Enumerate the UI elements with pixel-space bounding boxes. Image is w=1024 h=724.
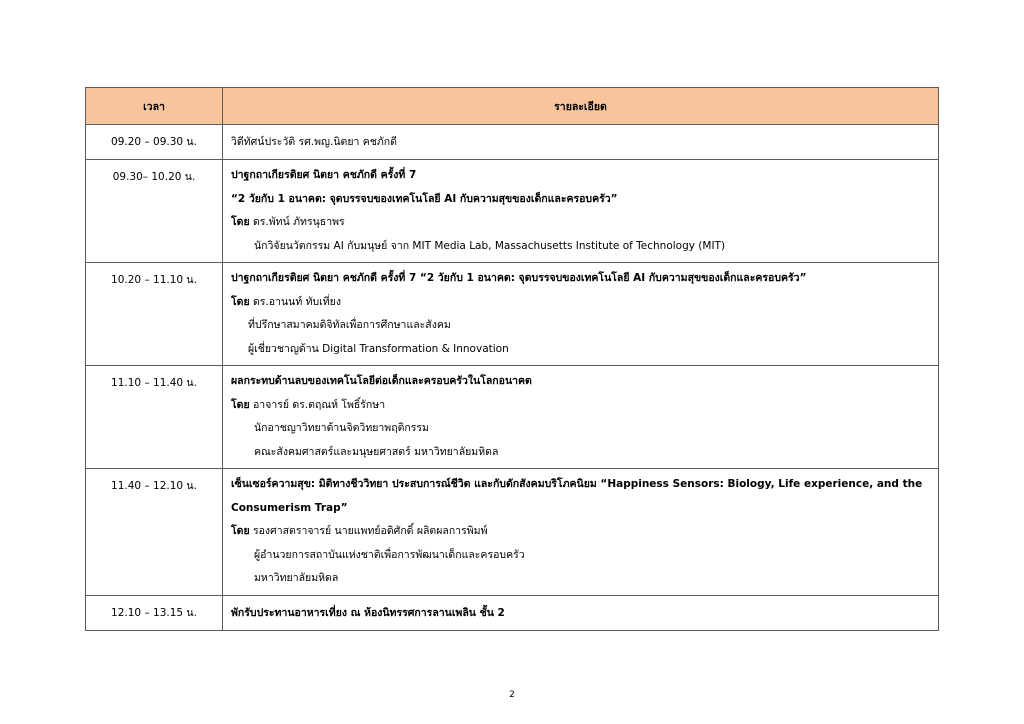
session-title: ปาฐกถาเกียรติยศ นิตยา คชภักดี ครั้งที่ 7 — [231, 169, 417, 181]
time-cell: 09.30– 10.20 น. — [86, 160, 223, 263]
time-cell: 10.20 – 11.10 น. — [86, 263, 223, 366]
by-label: โดย — [231, 216, 250, 228]
speaker-name: ดร.พัทน์ ภัทรนุธาพร — [252, 216, 345, 228]
table-row — [86, 469, 939, 596]
by-label: โดย — [231, 398, 250, 411]
speaker-affiliation: ผู้เชี่ยวชาญด้าน Digital Transformation & Innovation — [248, 342, 509, 355]
header-time: เวลา — [86, 88, 223, 125]
speaker-line — [231, 291, 930, 315]
speaker-name: ดร.อานนท์ ทับเที่ยง — [252, 295, 341, 308]
time-cell: 12.10 – 13.15 น. — [86, 595, 223, 630]
detail-cell — [223, 263, 939, 366]
by-label: โดย — [231, 295, 250, 308]
speaker-line — [231, 520, 930, 544]
session-title: เซ็นเซอร์ความสุข: มิติทางชีววิทยา ประสบการณ์ชีวิต และกับดักสังคมบริโภคนิยม “Happiness Sensors: Biology, Life experience, and the — [231, 478, 923, 490]
session-title-cont: Consumerism Trap” — [231, 501, 348, 514]
detail-line: วิดีทัศน์ประวัติ รศ.พญ.นิตยา คชภักดี — [231, 136, 397, 148]
speaker-name: รองศาสตราจารย์ นายแพทย์อดิศักดิ์ ผลิตผลการพิมพ์ — [252, 525, 488, 537]
speaker-line — [231, 211, 930, 235]
speaker-affiliation: มหาวิทยาลัยมหิดล — [254, 572, 339, 584]
page-number: 2 — [509, 690, 515, 700]
time-cell: 11.10 – 11.40 น. — [86, 366, 223, 469]
speaker-name: อาจารย์ ดร.ตฤณห์ โพธิ์รักษา — [252, 398, 386, 411]
time-cell: 09.20 – 09.30 น. — [86, 125, 223, 160]
time-cell: 11.40 – 12.10 น. — [86, 469, 223, 596]
speaker-affiliation: นักอาชญาวิทยาด้านจิตวิทยาพฤติกรรม — [254, 422, 429, 434]
table-row — [86, 125, 939, 160]
schedule-table — [85, 87, 939, 631]
header-detail: รายละเอียด — [223, 88, 939, 125]
detail-cell — [223, 160, 939, 263]
table-row — [86, 366, 939, 469]
detail-cell — [223, 595, 939, 630]
speaker-affiliation: ที่ปรึกษาสมาคมดิจิทัลเพื่อการศึกษาและสังคม — [248, 319, 451, 331]
session-title: พักรับประทานอาหารเที่ยง ณ ห้องนิทรรศการลานเพลิน ชั้น 2 — [231, 606, 505, 619]
by-label: โดย — [231, 525, 250, 537]
session-subtitle: “2 วัยกับ 1 อนาคต: จุดบรรจบของเทคโนโลยี AI กับความสุขของเด็กและครอบครัว” — [231, 192, 618, 205]
header-row — [86, 88, 939, 125]
detail-cell — [223, 125, 939, 160]
speaker-affiliation: นักวิจัยนวัตกรรม AI กับมนุษย์ จาก MIT Media Lab, Massachusetts Institute of Technology (MIT) — [254, 239, 726, 252]
speaker-affiliation: คณะสังคมศาสตร์และมนุษยศาสตร์ มหาวิทยาลัยมหิดล — [254, 445, 499, 458]
session-title: ผลกระทบด้านลบของเทคโนโลยีต่อเด็กและครอบครัวในโลกอนาคต — [231, 375, 532, 387]
speaker-affiliation: ผู้อำนวยการสถาบันแห่งชาติเพื่อการพัฒนาเด็กและครอบครัว — [254, 548, 525, 561]
detail-cell — [223, 366, 939, 469]
session-title: ปาฐกถาเกียรติยศ นิตยา คชภักดี ครั้งที่ 7 “2 วัยกับ 1 อนาคต: จุดบรรจบของเทคโนโลยี AI กับความสุขของเด็กและครอบครัว” — [231, 272, 807, 284]
table-row — [86, 263, 939, 366]
speaker-line — [231, 394, 930, 418]
table-row — [86, 160, 939, 263]
table-row — [86, 595, 939, 630]
detail-cell — [223, 469, 939, 596]
